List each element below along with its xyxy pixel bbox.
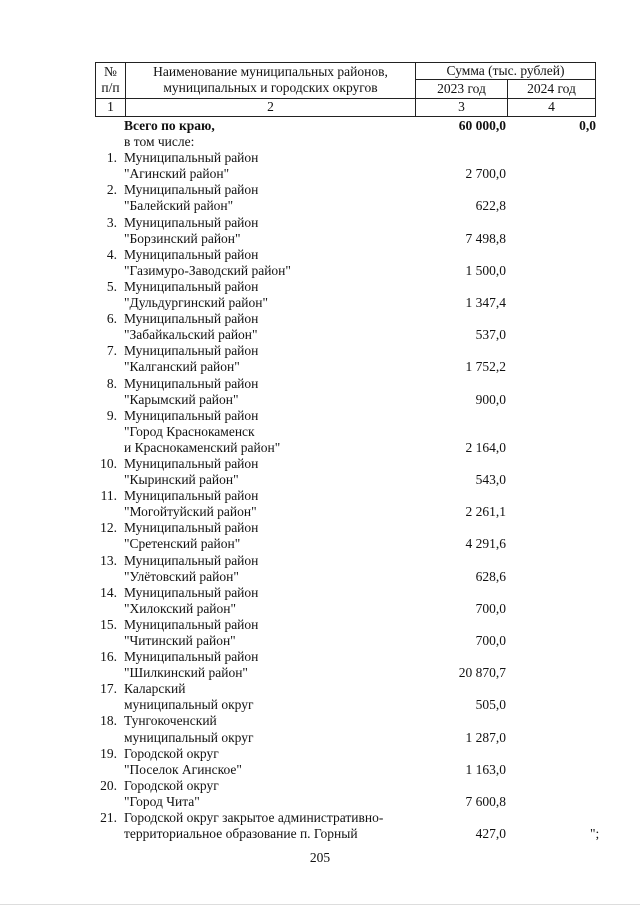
row-value-2023: 2 261,1 [465, 504, 506, 520]
table-row [0, 215, 640, 231]
table-row [0, 713, 640, 729]
page-number: 205 [309, 850, 331, 865]
row-value-2023: 20 870,7 [458, 665, 506, 681]
table-row [0, 617, 640, 633]
row-number: 14. [100, 584, 117, 600]
table-row [0, 649, 640, 665]
header-col-1: 1 [96, 98, 126, 116]
row-name: Муниципальный район [124, 616, 259, 632]
row-value-2023: 537,0 [475, 327, 506, 343]
row-value-2024: 0,0 [579, 118, 596, 133]
header-year-2023: 2023 год [416, 80, 508, 98]
row-name: "Забайкальский район" [124, 327, 258, 343]
row-name: Муниципальный район [124, 375, 259, 391]
table-row [0, 778, 640, 794]
table-row [0, 536, 640, 552]
table-row [0, 150, 640, 166]
row-name: Муниципальный район [124, 246, 259, 262]
row-name: "Балейский район" [124, 198, 234, 214]
row-name: "Читинский район" [124, 633, 236, 648]
row-number: 17. [100, 681, 117, 697]
table-row [0, 762, 640, 778]
header-number-cell [96, 63, 126, 99]
row-name: "Газимуро-Заводский район" [124, 262, 291, 278]
row-number: 10. [100, 455, 117, 471]
row-name: Каларский [124, 681, 186, 697]
row-value-2023: 700,0 [475, 633, 506, 648]
row-number: 4. [106, 246, 117, 262]
table-row [0, 810, 640, 826]
row-name: Муниципальный район [124, 584, 259, 600]
row-name: Муниципальный район [124, 455, 259, 471]
table-row [0, 279, 640, 295]
row-name: "Могойтуйский район" [124, 504, 257, 520]
row-name: муниципальный округ [124, 697, 254, 713]
table-row [0, 408, 640, 424]
table-row [0, 440, 640, 456]
table-row [0, 182, 640, 198]
row-number: 20. [100, 777, 117, 793]
row-name: "Улётовский район" [124, 568, 239, 584]
header-year-2024: 2024 год [508, 80, 596, 98]
row-name: Городской округ закрытое административно- [124, 810, 384, 826]
row-name: Муниципальный район [124, 182, 259, 198]
row-value-2023: 1 287,0 [465, 729, 506, 745]
row-value-2023: 7 600,8 [465, 793, 506, 809]
row-name: "Шилкинский район" [124, 665, 248, 681]
row-name: Муниципальный район [124, 552, 259, 568]
table-row [0, 585, 640, 601]
table-body [0, 118, 640, 842]
table-row [0, 746, 640, 762]
table-row [0, 665, 640, 681]
row-number: 7. [106, 343, 117, 359]
row-value-2023: 900,0 [475, 391, 506, 407]
row-name: "Карымский район" [124, 391, 239, 407]
row-name: муниципальный округ [124, 729, 254, 745]
table-row [0, 488, 640, 504]
header-name-line2: муниципальных и городских округов [163, 80, 378, 96]
row-closing-quote: "; [590, 826, 600, 842]
table-row [0, 794, 640, 810]
table-row [0, 472, 640, 488]
table-row [0, 553, 640, 569]
row-number: 2. [106, 182, 117, 198]
row-value-2023: 427,0 [475, 826, 506, 842]
row-name: Всего по краю, [124, 118, 215, 133]
row-name: Муниципальный район [124, 214, 259, 230]
row-name: "Калганский район" [124, 359, 240, 375]
row-number: 15. [100, 616, 117, 632]
row-number: 11. [100, 488, 117, 504]
table-row [0, 601, 640, 617]
header-col-4: 4 [508, 98, 596, 116]
row-name: Муниципальный район [124, 311, 259, 327]
row-name: территориальное образование п. Горный [124, 826, 358, 842]
row-number: 1. [106, 150, 117, 166]
table-row [0, 504, 640, 520]
table-row [0, 520, 640, 536]
table-row [0, 343, 640, 359]
table-row [0, 198, 640, 214]
row-value-2023: 2 164,0 [465, 439, 506, 455]
row-number: 21. [100, 810, 117, 826]
row-number: 16. [100, 649, 117, 665]
row-name: и Краснокаменский район" [124, 439, 281, 455]
row-name: Муниципальный район [124, 343, 259, 359]
table-row [0, 327, 640, 343]
row-name: "Город Краснокаменск [124, 423, 255, 439]
row-name: Муниципальный район [124, 150, 259, 166]
row-name: Муниципальный район [124, 520, 259, 536]
row-number: 3. [106, 214, 117, 230]
row-number: 13. [100, 552, 117, 568]
table-row [0, 392, 640, 408]
row-value-2023: 1 163,0 [465, 761, 506, 777]
table-row [0, 295, 640, 311]
row-name: "Город Чита" [124, 793, 200, 809]
row-value-2023: 505,0 [475, 697, 506, 713]
header-number-bottom: п/п [101, 80, 120, 96]
row-number: 18. [100, 713, 117, 729]
table-row [0, 376, 640, 392]
table-row [0, 359, 640, 375]
header-col-2: 2 [126, 98, 416, 116]
header-col-3: 3 [416, 98, 508, 116]
table-row [0, 134, 640, 150]
header-sum-cell: Сумма (тыс. рублей) [416, 63, 596, 80]
row-value-2023: 4 291,6 [465, 536, 506, 552]
table-row [0, 263, 640, 279]
row-value-2023: 628,6 [475, 568, 506, 584]
header-name-cell [126, 63, 416, 99]
table-row [0, 681, 640, 697]
header-number-top: № [104, 64, 117, 80]
row-name: Муниципальный район [124, 649, 259, 665]
table-row [0, 569, 640, 585]
table-row [0, 247, 640, 263]
row-value-2023: 1 347,4 [465, 295, 506, 311]
row-value-2023: 622,8 [475, 198, 506, 214]
row-name: "Поселок Агинское" [124, 761, 242, 777]
row-value-2023: 7 498,8 [465, 230, 506, 246]
row-name: "Агинский район" [124, 166, 230, 182]
row-name: "Борзинский район" [124, 230, 241, 246]
row-name: "Хилокский район" [124, 600, 237, 616]
table-row [0, 231, 640, 247]
row-name: "Кыринский район" [124, 472, 239, 488]
row-number: 12. [100, 520, 117, 536]
row-name: в том числе: [124, 134, 195, 150]
row-number: 6. [106, 311, 117, 327]
row-name: Тунгокоченский [124, 713, 217, 729]
table-row [0, 166, 640, 182]
row-value-2023: 543,0 [475, 472, 506, 488]
table-header [95, 62, 596, 117]
table-row [0, 311, 640, 327]
row-value-2023: 60 000,0 [458, 118, 506, 133]
table-row [0, 118, 640, 134]
row-value-2023: 1 500,0 [465, 262, 506, 278]
row-name: "Дульдургинский район" [124, 295, 268, 311]
table-row [0, 424, 640, 440]
table-row [0, 456, 640, 472]
row-number: 8. [106, 375, 117, 391]
row-name: Муниципальный район [124, 488, 259, 504]
row-number: 9. [106, 407, 117, 423]
row-name: Городской округ [124, 777, 219, 793]
row-name: Муниципальный район [124, 278, 259, 294]
row-number: 19. [100, 745, 117, 761]
row-value-2023: 2 700,0 [465, 166, 506, 182]
table-row [0, 633, 640, 649]
row-name: Городской округ [124, 745, 219, 761]
row-name: Муниципальный район [124, 407, 259, 423]
row-value-2023: 1 752,2 [465, 359, 506, 375]
table-row [0, 730, 640, 746]
table-row [0, 697, 640, 713]
header-name-line1: Наименование муниципальных районов, [153, 64, 388, 80]
table-row [0, 826, 640, 842]
row-number: 5. [106, 278, 117, 294]
row-value-2023: 700,0 [475, 600, 506, 616]
row-name: "Сретенский район" [124, 536, 241, 552]
